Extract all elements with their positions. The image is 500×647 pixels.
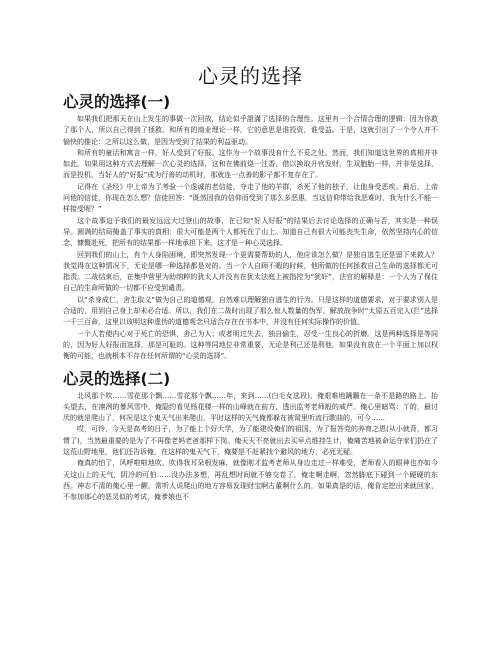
paragraph: 北风那个吹……雪花那个飘……雪花那个飘……年，来到……(白毛女选段)，俺艰难地蹒跚在一条不是路的路上。抬头望去，在凛冽的暴风雪中，俺隐约看见杨花楼一样的山峰就在前方，透出监考老师般的威严。俺心里暗骂：丫的，最讨厌的就是爬山了，何况是这个鬼天气出来爬山，平时这样的天气俺都躲在被窝里听流行歌曲的，可今…… (63, 391, 438, 423)
paragraph: 回到我们的山上，有个人身陷困境，即突然发现一个更需要帮助的人，他应该怎么做？是独自逃生还是留下来救人？我觉得在这种情况下，无论是哪一种选择都是对的。当一个人自顾不暇的时候，他所做的任何拯救自己生命的选择都无可指责。二战结束后，在集中营里为助纳粹的犹太人并没有在犹太法庭上被指控为“犹奸”，法官的解释是：一个人为了保住自己的生命所做的一切都不应受到谴责。 (63, 250, 438, 293)
section-heading: 心灵的选择(一) (63, 93, 171, 111)
paragraph: 俺真的怕了，风呼啦啦地吹，吹得我耳朵根发麻，就像刚才监考老师从身边走过一样难受，老师看人的眼神也亦如今天这山上的天气，阴冷的可怕……没办法多想，再乱想时间就不够交卷了，俺走啊走啊，忽然脚底下碰到一个硬硬的东西。神志不清的俺心里一颤，常听人说爬山的地方容易发现财宝啊古董啊什么的，如果真是的话，俺肯定挖出来就回家，不参加那心的恶灵似的考试，俺爹娘也不 (63, 459, 438, 502)
document-title: 心灵的选择 (198, 64, 303, 88)
paragraph: 一个人若便内心对于死亡的恐惧，舍己为人；或者明过失去，独自偷生，忍受一生良心的折磨。这是两种选择是等同的，因为好人好报而选择，那是可耻的。这种等同地位非常重要，无论是利己还是利他，如果没有放在一个平面上加以权衡的可能，也就根本不存在任何所谓的“心灵的选择”。 (63, 329, 438, 361)
paragraph: 哎，可怜，今天是高考的日子，为了能上个好大学，为了能建设俺们的祖国，为了报答党的养育之恩(从小就背，都习惯了)，当然最重要的是为了不再像老妈老爸那样下岗。俺天天不亮就出去买早点维持生计，俺痛苦地被命运夺家们扔在了这荒山野地里，他们还告诉俺，在这样的鬼天气下，俺要是不赶紧找个避风的地方，必死无疑。 (63, 425, 438, 457)
paragraph: 和所有的童话和寓言一样，好人受到了好报。这作为一个故事没有什么不妥之处。然而，我们知道这世界的真相并非如此。如果用这种方式去理解一次心灵的选择，这和在佛前烧一注香，借以换取升官发财，生双胞胎一样，并非是选择，而是投机。当好人的“好报”成为行善的动机时，那就连一点善的影子都不复存在了。 (63, 148, 438, 180)
paragraph: 记得在《圣经》中上帝为了考验一个虔诚的老信徒，夺走了他的羊群，杀死了他的独子，让他身受恶疾。最后，上帝问他的信徒，你现在怎么想？信徒回答：“既然因我的信仰而受到了那么多恶惠，当这信仰带给我恶难时，我为什么不能一样接受呢？” (63, 182, 438, 214)
paragraph: 以“杀身成仁，舍生取义”做为自己的道德观，自然难以理解独自逃生的行为。只是这样的道德要求，对于要求别人是合适的，用到自己身上却未必合适。所以，我们在二战时出现了那么惊人数量的伪军，解放战争时“太原五百完人(拦”选择一千三百命，这里以该明这种虚伪的道德观念只适合存在在书本中，并没有任何实际操作的价值。 (63, 295, 438, 327)
paragraph: 如果我们把那天在山上发生的事做一次回放，结论似乎證滿了选择的合理性。这里有一个合情合理的逻辑：因为你救了那个人，所以自己得到了拯救。和所有的商业理论一样，它的意思是谁投资，谁受益。于是，这就引出了一个令人并不愉快的推论：之所以这么做，是因为受到了结果的利益驱动。 (63, 115, 438, 146)
section-2 (63, 370, 438, 504)
paragraph: 这个故事迫予我们的最发远远大过登山的故事，在已知“好人好报”的结果后去讨论选择的正确与否，其实是一种误导。圆满的结局掩盖了事实的真相：很大可能是两个人都死在了山上。知道自己有很大可能丧失生命，依然坚持内心的信念，慷慨赴死，把所有的结果都一样地承担下来，这才是一种心灵选择。 (63, 216, 438, 248)
section-heading: 心灵的选择(二) (63, 369, 171, 388)
section-1 (63, 93, 438, 363)
